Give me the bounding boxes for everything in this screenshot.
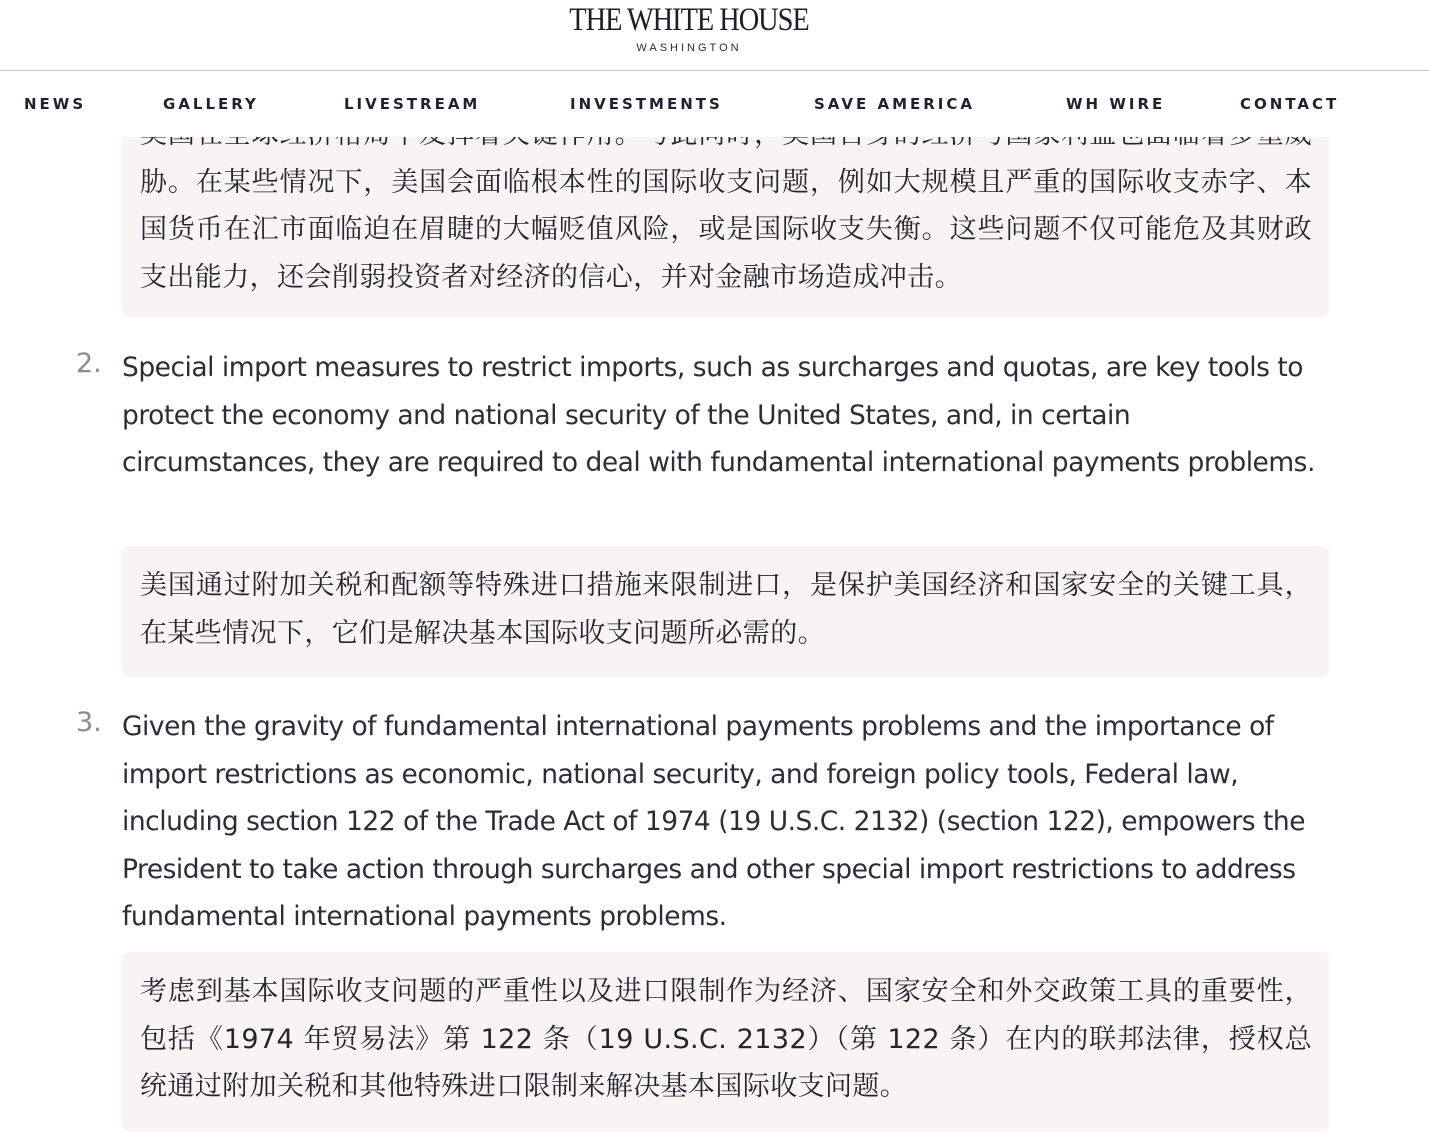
nav-item-livestream[interactable]: LIVESTREAM <box>344 95 481 113</box>
site-logo-title[interactable]: THE WHITE HOUSE <box>569 2 809 38</box>
translation-block-3 <box>122 952 1329 1131</box>
list-item-3-text: Given the gravity of fundamental international payments problems and the importance of import restrictions as economic, national security, and foreign policy tools, Federal law, including section 122 of the Trade Act of 1974 (19 U.S.C. 2132) (section 122), empowers the President to take action through surcharges and other special import restrictions to address fundamental international payments problems. <box>122 711 1306 932</box>
translation-text-3: 考虑到基本国际收支问题的严重性以及进口限制作为经济、国家安全和外交政策工具的重要性，包括《1974 年贸易法》第 122 条（19 U.S.C. 2132）（第 122 条）在内的联邦法律，授权总统通过附加关税和其他特殊进口限制来解决基本国际收支问题。 <box>140 976 1312 1102</box>
translation-block-2 <box>122 546 1329 677</box>
list-number-2: 2. <box>76 348 102 379</box>
nav-item-wh-wire[interactable]: WH WIRE <box>1066 95 1166 113</box>
nav-item-save-america[interactable]: SAVE AMERICA <box>814 95 976 113</box>
nav-item-investments[interactable]: INVESTMENTS <box>570 95 723 113</box>
nav-item-contact[interactable]: CONTACT <box>1240 95 1340 113</box>
nav-item-news[interactable]: NEWS <box>24 95 87 113</box>
site-logo-subtitle: WASHINGTON <box>636 42 742 54</box>
nav-item-gallery[interactable]: GALLERY <box>163 95 259 113</box>
translation-text-1: 胁。在某些情况下，美国会面临根本性的国际收支问题，例如大规模且严重的国际收支赤字、本国货币在汇市面临迫在眉睫的大幅贬值风险，或是国际收支失衡。这些问题不仅可能危及其财政支出能力，还会削弱投资者对经济的信心，并对金融市场造成冲击。 <box>140 166 1312 293</box>
translation-text-2: 美国通过附加关税和配额等特殊进口措施来限制进口，是保护美国经济和国家安全的关键工具，在某些情况下，它们是解决基本国际收支问题所必需的。 <box>140 570 1312 649</box>
list-number-3: 3. <box>76 707 102 738</box>
main-nav <box>0 71 1429 137</box>
list-item-2-text: Special import measures to restrict imports, such as surcharges and quotas, are key tools to protect the economy and national security of the United States, and, in certain circumstances, they are required to deal with fundamental international payments problems. <box>122 352 1315 478</box>
site-header <box>0 0 1429 71</box>
